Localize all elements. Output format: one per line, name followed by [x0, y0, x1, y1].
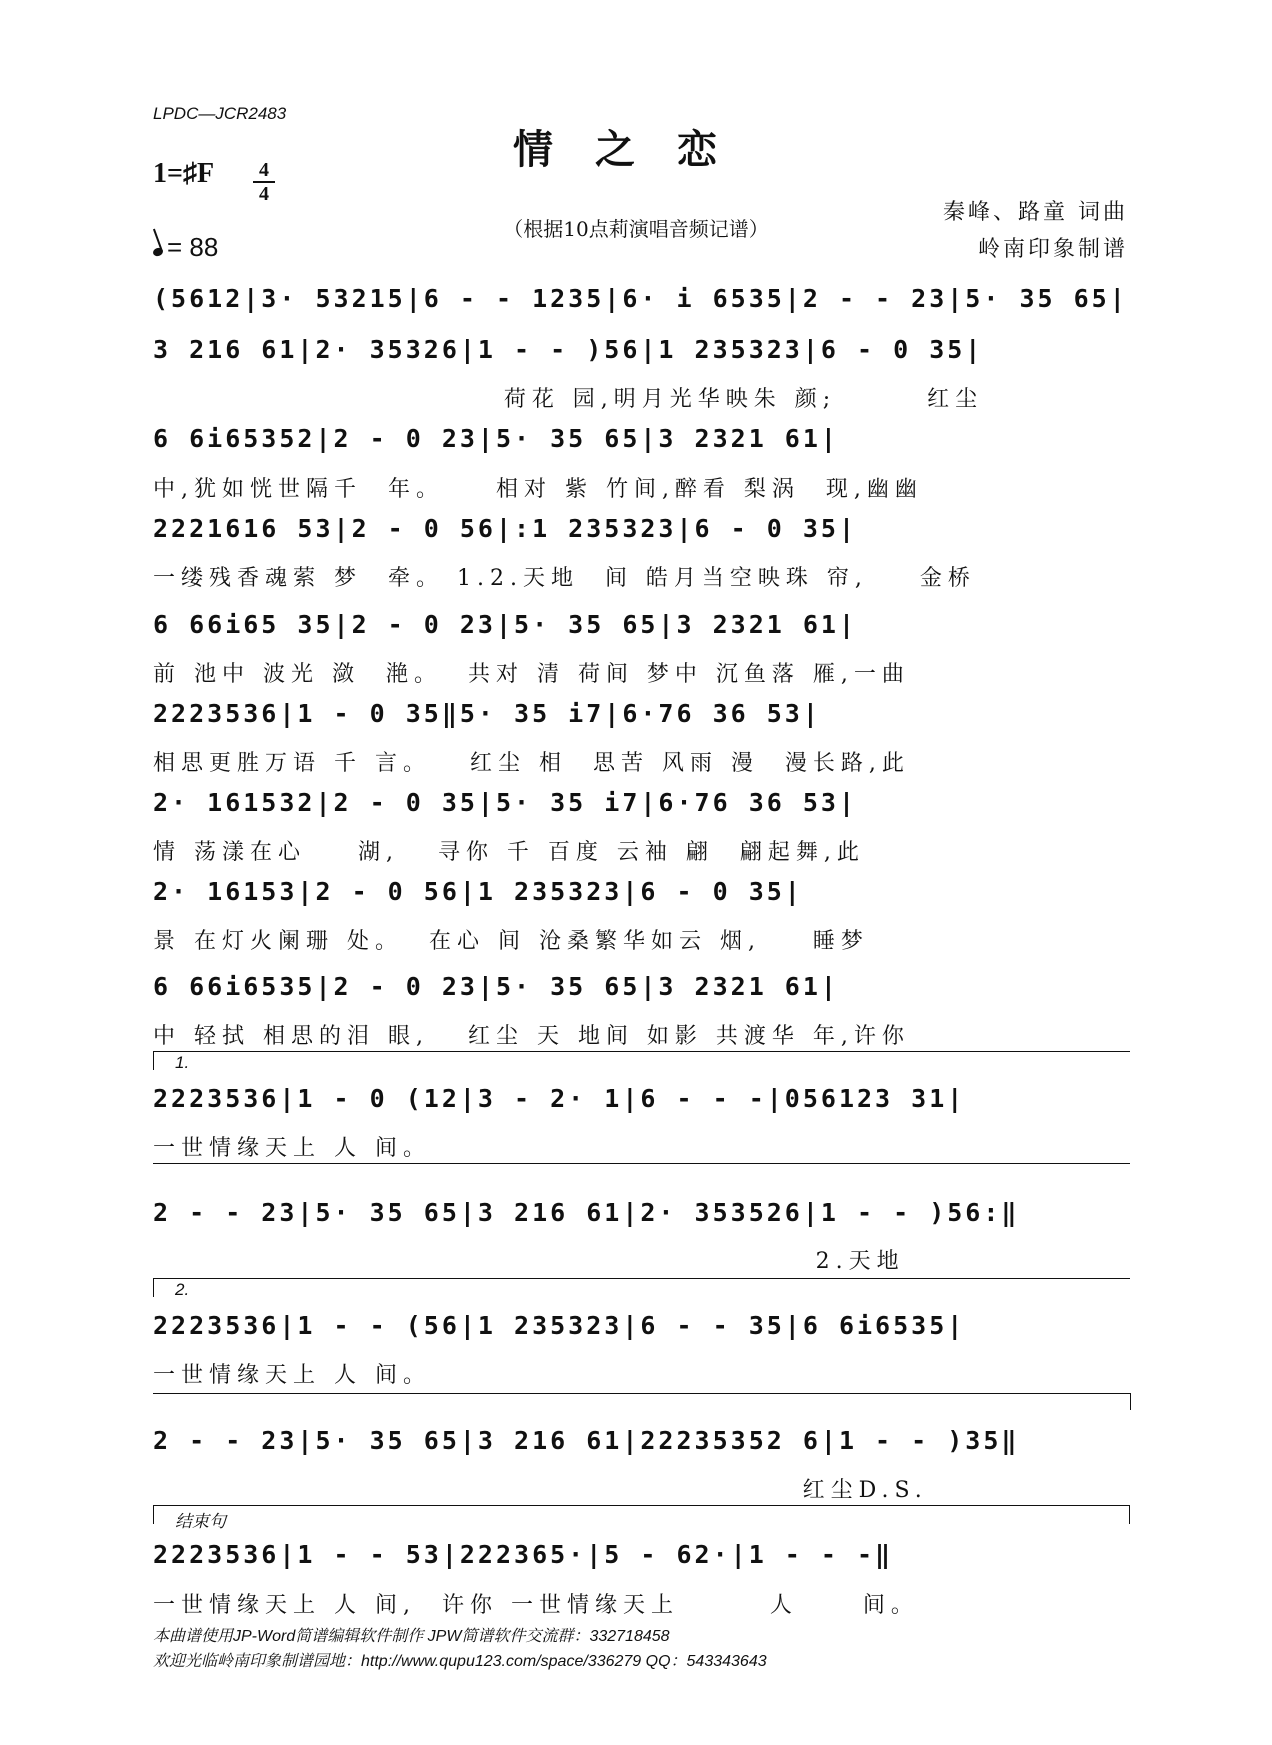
- score-code: LPDC—JCR2483: [153, 104, 287, 123]
- first-ending-bracket: [153, 1051, 1130, 1074]
- music-row: 2223536|1 - 0 35‖5· 35 i7|6·76 36 53|: [153, 699, 821, 728]
- music-row: 6 6i65352|2 - 0 23|5· 35 65|3 2321 61|: [153, 424, 839, 453]
- lyric-row: 前 池中 波光 潋 滟。 共对 清 荷间 梦中 沉鱼落 雁,一曲: [153, 662, 910, 687]
- credit-lyrics: 秦峰、路童 词曲: [943, 200, 1128, 225]
- music-row: 6 66i65 35|2 - 0 23|5· 35 65|3 2321 61|: [153, 610, 857, 639]
- footer-line: 欢迎光临岭南印象制谱园地：http://www.qupu123.com/space/336279 QQ：543343643: [153, 1653, 767, 1670]
- volta-end-line: [153, 1163, 1130, 1164]
- first-ending-label: 1.: [175, 1053, 190, 1072]
- lyric-row: 2.天地: [153, 1249, 905, 1274]
- music-row: 2223536|1 - - (56|1 235323|6 - - 35|6 6i6535|: [153, 1311, 966, 1340]
- time-signature-bottom: 4: [259, 183, 269, 205]
- quarter-note-icon: [152, 247, 164, 258]
- time-signature-top: 4: [259, 159, 269, 181]
- lyric-row: 一世情缘天上 人 间, 许你 一世情缘天上 人 间。: [153, 1593, 919, 1618]
- lyric-row: 景 在灯火阑珊 处。 在心 间 沧桑繁华如云 烟, 睡梦: [153, 929, 869, 954]
- subtitle: （根据10点莉演唱音频记谱）: [503, 217, 769, 241]
- second-ending-bracket: [153, 1278, 1130, 1301]
- music-row: 3 216 61|2· 35326|1 - - )56|1 235323|6 - 0 35|: [153, 335, 984, 364]
- music-row: 2223536|1 - - 53|222365·|5 - 62·|1 - - -‖: [153, 1540, 894, 1569]
- tempo-value: = 88: [167, 232, 219, 262]
- music-row: (5612|3· 53215|6 - - 1235|6· i 6535|2 - - 23|5· 35 65|: [153, 284, 1128, 313]
- music-row: 2· 16153|2 - 0 56|1 235323|6 - 0 35|: [153, 877, 803, 906]
- key-signature: 1=♯F: [153, 158, 215, 189]
- coda-bracket: [153, 1505, 1130, 1531]
- lyric-row: 红尘D.S.: [153, 1478, 928, 1503]
- lyric-row: 一世情缘天上 人 间。: [153, 1363, 431, 1388]
- music-row: 2 - - 23|5· 35 65|3 216 61|22235352 6|1 - - )35‖: [153, 1426, 1020, 1455]
- lyric-row: 中 轻拭 相思的泪 眼, 红尘 天 地间 如影 共渡华 年,许你: [153, 1024, 910, 1049]
- lyric-row: 一世情缘天上 人 间。: [153, 1136, 431, 1161]
- coda-label: 结束句: [175, 1512, 226, 1531]
- music-row: 2223536|1 - 0 (12|3 - 2· 1|6 - - -|056123 31|: [153, 1084, 966, 1113]
- music-row: 2221616 53|2 - 0 56|:1 235323|6 - 0 35|: [153, 514, 857, 543]
- music-row: 2· 161532|2 - 0 35|5· 35 i7|6·76 36 53|: [153, 788, 857, 817]
- time-signature: [253, 160, 275, 204]
- page-title: 情之恋: [513, 126, 759, 173]
- footer-line: 本曲谱使用JP-Word简谱编辑软件制作 JPW简谱软件交流群：332718458: [153, 1628, 670, 1645]
- lyric-row: 一缕残香魂萦 梦 牵。 1.2.天地 间 皓月当空映珠 帘, 金桥: [153, 566, 976, 591]
- lyric-row: 相思更胜万语 千 言。 红尘 相 思苦 风雨 漫 漫长路,此: [153, 751, 910, 776]
- music-row: 2 - - 23|5· 35 65|3 216 61|2· 353526|1 - - )56:‖: [153, 1198, 1020, 1227]
- credit-score: 岭南印象制谱: [977, 237, 1128, 262]
- lyric-row: 中,犹如恍世隔千 年。 相对 紫 竹间,醉看 梨涡 现,幽幽: [153, 477, 923, 502]
- volta-end-line: [153, 1393, 1131, 1410]
- lyric-row: 荷花 园,明月光华映朱 颜; 红尘: [153, 387, 984, 412]
- second-ending-label: 2.: [175, 1280, 190, 1299]
- music-row: 6 66i6535|2 - 0 23|5· 35 65|3 2321 61|: [153, 972, 839, 1001]
- lyric-row: 情 荡漾在心 湖, 寻你 千 百度 云袖 翩 翩起舞,此: [153, 840, 865, 865]
